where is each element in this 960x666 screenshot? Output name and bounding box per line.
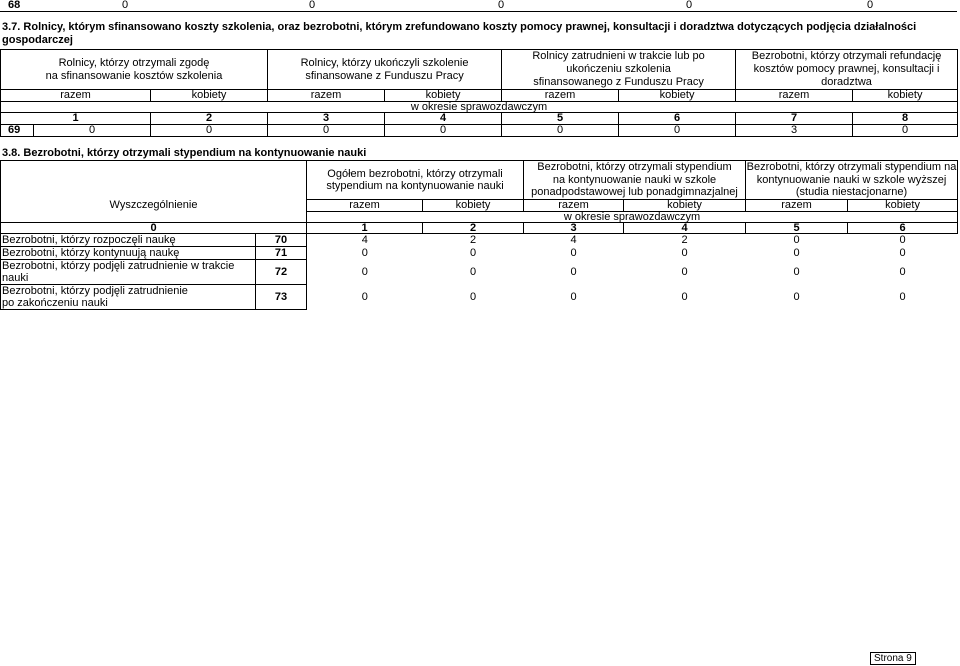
previous-table-continuation <box>0 0 957 12</box>
group-header-unemployed-refund <box>736 50 958 90</box>
table-row <box>1 247 958 260</box>
cell-value: 0 <box>151 125 268 137</box>
row-label-line: Bezrobotni, którzy podjęli zatrudnienie w trakcie <box>2 260 235 272</box>
row-label <box>1 234 256 247</box>
column-number: 1 <box>1 113 151 125</box>
group-header-farmers-approved <box>1 50 268 90</box>
cell-value: 0 <box>595 0 783 12</box>
group-header-farmers-completed <box>268 50 502 90</box>
column-number-row <box>1 223 958 234</box>
cell-value: 0 <box>268 125 385 137</box>
cell-value: 0 <box>361 291 368 303</box>
row-label <box>1 247 256 260</box>
column-number: 1 <box>307 223 423 234</box>
table-row <box>1 260 958 285</box>
column-number: 3 <box>268 113 385 125</box>
header-line: na sfinansowanie kosztów szkolenia <box>45 69 223 82</box>
row-number: 70 <box>256 234 307 247</box>
page-number-label: Strona 9 <box>870 652 916 665</box>
cell-value: 2 <box>469 234 477 247</box>
section-3-7-heading <box>2 21 916 47</box>
cell-value: 0 <box>681 247 688 259</box>
cell-value: 0 <box>217 0 407 12</box>
header-line: Ogółem bezrobotni, którzy otrzymali <box>327 167 503 180</box>
subheader-total: razem <box>524 200 624 212</box>
header-line: Bezrobotni, którzy otrzymali refundację <box>751 50 942 62</box>
cell-value: 0 <box>899 247 906 259</box>
table-row <box>1 234 958 247</box>
cell-value: 0 <box>385 125 502 137</box>
subheader-women: kobiety <box>853 90 958 102</box>
subheader-women: kobiety <box>385 90 502 102</box>
row-number: 73 <box>256 285 307 310</box>
column-number: 2 <box>151 113 268 125</box>
period-label: w okresie sprawozdawczym <box>1 102 958 113</box>
heading-line: gospodarczej <box>2 34 73 46</box>
period-label: w okresie sprawozdawczym <box>307 212 958 223</box>
table-3-8 <box>0 160 958 310</box>
subheader-total: razem <box>502 90 619 102</box>
header-line: ukończeniu szkolenia <box>566 63 671 75</box>
subheader-total: razem <box>746 200 848 212</box>
header-line: Rolnicy, którzy ukończyli szkolenie <box>300 56 469 69</box>
header-line: sfinansowanego z Funduszu Pracy <box>533 76 704 88</box>
header-line: Bezrobotni, którzy otrzymali stypendium na <box>746 161 957 174</box>
row-label-line: Bezrobotni, którzy kontynuują naukę <box>2 247 180 259</box>
row-label-line: Bezrobotni, którzy podjęli zatrudnienie <box>2 285 188 297</box>
group-header-row <box>1 161 958 200</box>
subheader-women: kobiety <box>619 90 736 102</box>
cell-value: 0 <box>899 291 906 303</box>
column-number: 5 <box>502 113 619 125</box>
subheader-total: razem <box>307 200 423 212</box>
cell-value: 0 <box>407 0 595 12</box>
cell-value: 0 <box>899 234 906 247</box>
cell-value: 0 <box>469 291 477 303</box>
row-label-line: nauki <box>2 272 29 284</box>
cell-value: 0 <box>469 247 477 259</box>
group-header-higher-education <box>746 161 958 200</box>
cell-value: 0 <box>34 125 151 137</box>
column-number: 6 <box>619 113 736 125</box>
subheader-total: razem <box>268 90 385 102</box>
row-number: 71 <box>256 247 307 260</box>
cell-value: 0 <box>619 125 736 137</box>
column-number: 8 <box>853 113 958 125</box>
column-number: 0 <box>1 223 307 234</box>
cell-value: 0 <box>793 266 800 278</box>
cell-value: 0 <box>783 0 957 12</box>
header-line: ponadpodstawowej lub ponadgimnazjalnej <box>531 186 738 199</box>
subheader-women: kobiety <box>624 200 746 212</box>
period-row <box>1 102 958 113</box>
cell-value: 0 <box>361 247 368 259</box>
header-line: Bezrobotni, którzy otrzymali stypendium <box>537 161 732 174</box>
group-header-secondary-school <box>524 161 746 200</box>
table-row <box>1 125 958 137</box>
cell-value: 0 <box>899 266 906 278</box>
cell-value: 0 <box>361 266 368 278</box>
cell-value: 4 <box>570 234 577 247</box>
row-number: 72 <box>256 260 307 285</box>
table-row <box>1 285 958 310</box>
group-header-total-scholarship <box>307 161 524 200</box>
header-line: Rolnicy zatrudnieni w trakcie lub po <box>532 50 705 62</box>
header-line: Rolnicy, którzy otrzymali zgodę <box>58 56 210 69</box>
subheader-total: razem <box>1 90 151 102</box>
table-row <box>0 0 957 12</box>
section-3-8-heading: 3.8. Bezrobotni, którzy otrzymali stypendium na kontynuowanie nauki <box>2 147 367 159</box>
subheader-row <box>1 90 958 102</box>
row-label <box>1 260 256 285</box>
header-line: na kontynuowanie nauki w szkole <box>552 173 717 186</box>
header-line: sfinansowane z Funduszu Pracy <box>305 69 464 82</box>
cell-value: 0 <box>570 247 577 259</box>
header-line: doradztwa <box>821 76 872 88</box>
cell-value: 0 <box>793 234 800 247</box>
header-line: stypendium na kontynuowanie nauki <box>326 180 504 192</box>
cell-value: 4 <box>361 234 368 247</box>
cell-value: 0 <box>570 291 577 303</box>
cell-value: 0 <box>469 266 477 278</box>
cell-value: 0 <box>570 266 577 278</box>
column-number-row <box>1 113 958 125</box>
header-line: kontynuowanie nauki w szkole wyższej <box>756 173 947 186</box>
header-line: (studia niestacjonarne) <box>795 186 908 199</box>
subheader-women: kobiety <box>848 200 958 212</box>
cell-value: 2 <box>681 234 688 247</box>
row-label <box>1 285 256 310</box>
header-line: kosztów pomocy prawnej, konsultacji i <box>753 63 940 75</box>
cell-value: 0 <box>681 291 688 303</box>
cell-value: 0 <box>793 247 800 259</box>
table-3-7 <box>0 49 958 137</box>
heading-line: 3.7. Rolnicy, którym sfinansowano koszty szkolenia, oraz bezrobotni, którym zrefundowano koszty pomocy prawnej, konsultacji i doradztwa dotyczących podjęcia działalności <box>2 21 917 33</box>
stub-header: Wyszczególnienie <box>1 161 307 223</box>
group-header-row <box>1 50 958 90</box>
cell-value: 0 <box>502 125 619 137</box>
column-number: 6 <box>848 223 958 234</box>
column-number: 5 <box>746 223 848 234</box>
cell-value: 0 <box>793 291 800 303</box>
column-number: 2 <box>423 223 524 234</box>
subheader-total: razem <box>736 90 853 102</box>
cell-value: 0 <box>681 266 688 278</box>
column-number: 3 <box>524 223 624 234</box>
cell-value: 0 <box>853 125 958 137</box>
subheader-women: kobiety <box>423 200 524 212</box>
column-number: 7 <box>736 113 853 125</box>
column-number: 4 <box>624 223 746 234</box>
row-label-line: po zakończeniu nauki <box>2 297 108 309</box>
row-number: 69 <box>1 125 34 137</box>
row-number: 68 <box>0 0 33 12</box>
row-label-line: Bezrobotni, którzy rozpoczęli naukę <box>2 234 176 246</box>
cell-value: 0 <box>33 0 217 12</box>
cell-value: 3 <box>736 125 853 137</box>
group-header-farmers-employed <box>502 50 736 90</box>
column-number: 4 <box>385 113 502 125</box>
subheader-women: kobiety <box>151 90 268 102</box>
